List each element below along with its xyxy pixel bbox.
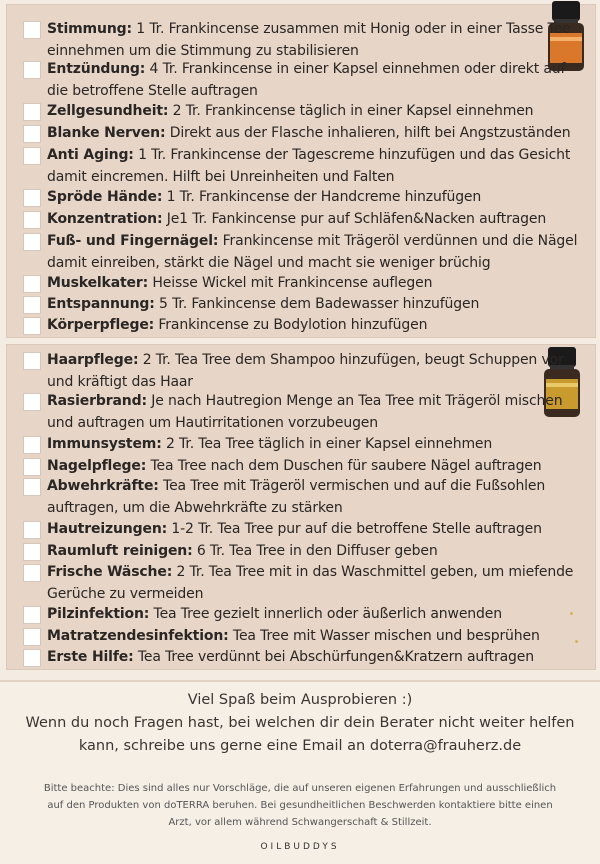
list-item[interactable] (23, 390, 583, 434)
item-label: Anti Aging: (47, 147, 134, 163)
footer-greeting: Viel Spaß beim Ausprobieren :) (187, 692, 413, 708)
brand-logo: OILBUDDYS (260, 842, 340, 852)
item-label: Stimmung: (47, 21, 132, 37)
list-item[interactable] (23, 208, 583, 230)
item-label: Rasierbrand: (47, 393, 147, 409)
checkbox[interactable] (23, 21, 41, 39)
item-label: Raumluft reinigen: (47, 543, 193, 559)
item-text: 4 Tr. Frankincense in einer Kapsel einnehmen oder direkt auf die betroffene Stelle auftragen (47, 61, 566, 99)
disclaimer-line: auf den Produkten von doTERRA beruhen. Bei gesundheitlichen Beschwerden kontaktiere bitte einen (47, 800, 553, 811)
checkbox[interactable] (23, 478, 41, 496)
footer-question-line: Wenn du noch Fragen hast, bei welchen dir dein Berater nicht weiter helfen (25, 715, 575, 731)
checkbox[interactable] (23, 606, 41, 624)
item-label: Zellgesundheit: (47, 103, 169, 119)
item-text: Tea Tree verdünnt bei Abschürfungen&Kratzern auftragen (133, 649, 534, 665)
checkbox[interactable] (23, 275, 41, 293)
item-text: 2 Tr. Tea Tree dem Shampoo hinzufügen, beugt Schuppen vor und kräftigt das Haar (47, 352, 564, 390)
checkbox[interactable] (23, 393, 41, 411)
item-label: Entzündung: (47, 61, 146, 77)
item-text: Heisse Wickel mit Frankincense auflegen (148, 275, 433, 291)
list-item[interactable] (23, 349, 583, 393)
item-label: Entspannung: (47, 296, 155, 312)
item-label: Frische Wäsche: (47, 564, 173, 580)
list-item[interactable] (23, 122, 583, 144)
item-text: Je nach Hautregion Menge an Tea Tree mit Trägeröl mischen und auftragen um Hautirritationen vorzubeugen (47, 393, 563, 431)
item-text: 1 Tr. Frankincense zusammen mit Honig oder in einer Tasse Tee einnehmen um die Stimmung zu stabilisieren (47, 21, 571, 59)
list-item[interactable] (23, 186, 583, 208)
item-text: 1 Tr. Frankincense der Handcreme hinzufügen (162, 189, 482, 205)
checkbox[interactable] (23, 233, 41, 251)
checkbox[interactable] (23, 103, 41, 121)
item-label: Spröde Hände: (47, 189, 163, 205)
item-text: 1-2 Tr. Tea Tree pur auf die betroffene Stelle auftragen (167, 521, 542, 537)
list-item[interactable] (23, 293, 583, 315)
item-label: Pilzinfektion: (47, 606, 150, 622)
item-text: Tea Tree mit Trägeröl vermischen und auf die Fußsohlen auftragen, um die Abwehrkräfte zu stärken (47, 478, 546, 516)
item-label: Matratzendesinfektion: (47, 628, 229, 644)
item-label: Nagelpflege: (47, 458, 147, 474)
item-label: Immunsystem: (47, 436, 162, 452)
item-text: Tea Tree gezielt innerlich oder äußerlich anwenden (149, 606, 502, 622)
item-text: 5 Tr. Fankincense dem Badewasser hinzufügen (154, 296, 480, 312)
list-item[interactable] (23, 646, 583, 668)
list-item[interactable] (23, 58, 583, 102)
item-text: Direkt aus der Flasche inhalieren, hilft bei Angstzuständen (165, 125, 571, 141)
list-item[interactable] (23, 433, 583, 455)
list-item[interactable] (23, 475, 583, 519)
disclaimer-line: Arzt, vor allem während Schwangerschaft & Stillzeit. (168, 817, 432, 828)
item-text: 2 Tr. Frankincense täglich in einer Kapsel einnehmen (168, 103, 534, 119)
checkbox[interactable] (23, 352, 41, 370)
list-item[interactable] (23, 230, 583, 274)
item-text: Tea Tree mit Wasser mischen und besprühen (228, 628, 540, 644)
list-item[interactable] (23, 18, 583, 62)
list-item[interactable] (23, 314, 583, 336)
checkbox[interactable] (23, 317, 41, 335)
item-label: Fuß- und Fingernägel: (47, 233, 219, 249)
checkbox[interactable] (23, 125, 41, 143)
item-text: 2 Tr. Tea Tree täglich in einer Kapsel einnehmen (161, 436, 493, 452)
footer (0, 680, 600, 864)
list-item[interactable] (23, 272, 583, 294)
checkbox[interactable] (23, 458, 41, 476)
item-label: Haarpflege: (47, 352, 139, 368)
list-item[interactable] (23, 561, 583, 605)
checkbox[interactable] (23, 521, 41, 539)
item-text: Tea Tree nach dem Duschen für saubere Nägel auftragen (146, 458, 542, 474)
decor-dot (575, 640, 578, 643)
item-label: Konzentration: (47, 211, 163, 227)
item-text: 6 Tr. Tea Tree in den Diffuser geben (192, 543, 438, 559)
checkbox[interactable] (23, 61, 41, 79)
item-text: 2 Tr. Tea Tree mit in das Waschmittel geben, um miefende Gerüche zu vermeiden (47, 564, 574, 602)
checkbox[interactable] (23, 564, 41, 582)
item-text: Frankincense mit Trägeröl verdünnen und die Nägel damit einreiben, stärkt die Nägel und macht sie weniger brüchig (47, 233, 578, 271)
item-text: 1 Tr. Frankincense der Tagescreme hinzufügen und das Gesicht damit eincremen. Hilft bei Unreinheiten und Falten (47, 147, 571, 185)
frankincense-panel (6, 4, 596, 338)
item-text: Je1 Tr. Fankincense pur auf Schläfen&Nacken auftragen (162, 211, 547, 227)
item-label: Körperpflege: (47, 317, 155, 333)
list-item[interactable] (23, 540, 583, 562)
checkbox[interactable] (23, 543, 41, 561)
item-label: Abwehrkräfte: (47, 478, 159, 494)
checkbox[interactable] (23, 628, 41, 646)
list-item[interactable] (23, 603, 583, 625)
decor-dot (570, 612, 573, 615)
item-label: Erste Hilfe: (47, 649, 134, 665)
checkbox[interactable] (23, 147, 41, 165)
footer-contact-line: kann, schreibe uns gerne eine Email an doterra@frauherz.de (78, 738, 522, 754)
checkbox[interactable] (23, 211, 41, 229)
list-item[interactable] (23, 455, 583, 477)
item-label: Muskelkater: (47, 275, 149, 291)
disclaimer-line: Bitte beachte: Dies sind alles nur Vorschläge, die auf unseren eigenen Erfahrungen und ausschließlich (43, 783, 557, 794)
checkbox[interactable] (23, 296, 41, 314)
list-item[interactable] (23, 144, 583, 188)
checkbox[interactable] (23, 189, 41, 207)
list-item[interactable] (23, 100, 583, 122)
item-label: Hautreizungen: (47, 521, 168, 537)
item-label: Blanke Nerven: (47, 125, 166, 141)
list-item[interactable] (23, 518, 583, 540)
checkbox[interactable] (23, 436, 41, 454)
list-item[interactable] (23, 625, 583, 647)
item-text: Frankincense zu Bodylotion hinzufügen (154, 317, 428, 333)
tea-tree-panel (6, 344, 596, 670)
checkbox[interactable] (23, 649, 41, 667)
